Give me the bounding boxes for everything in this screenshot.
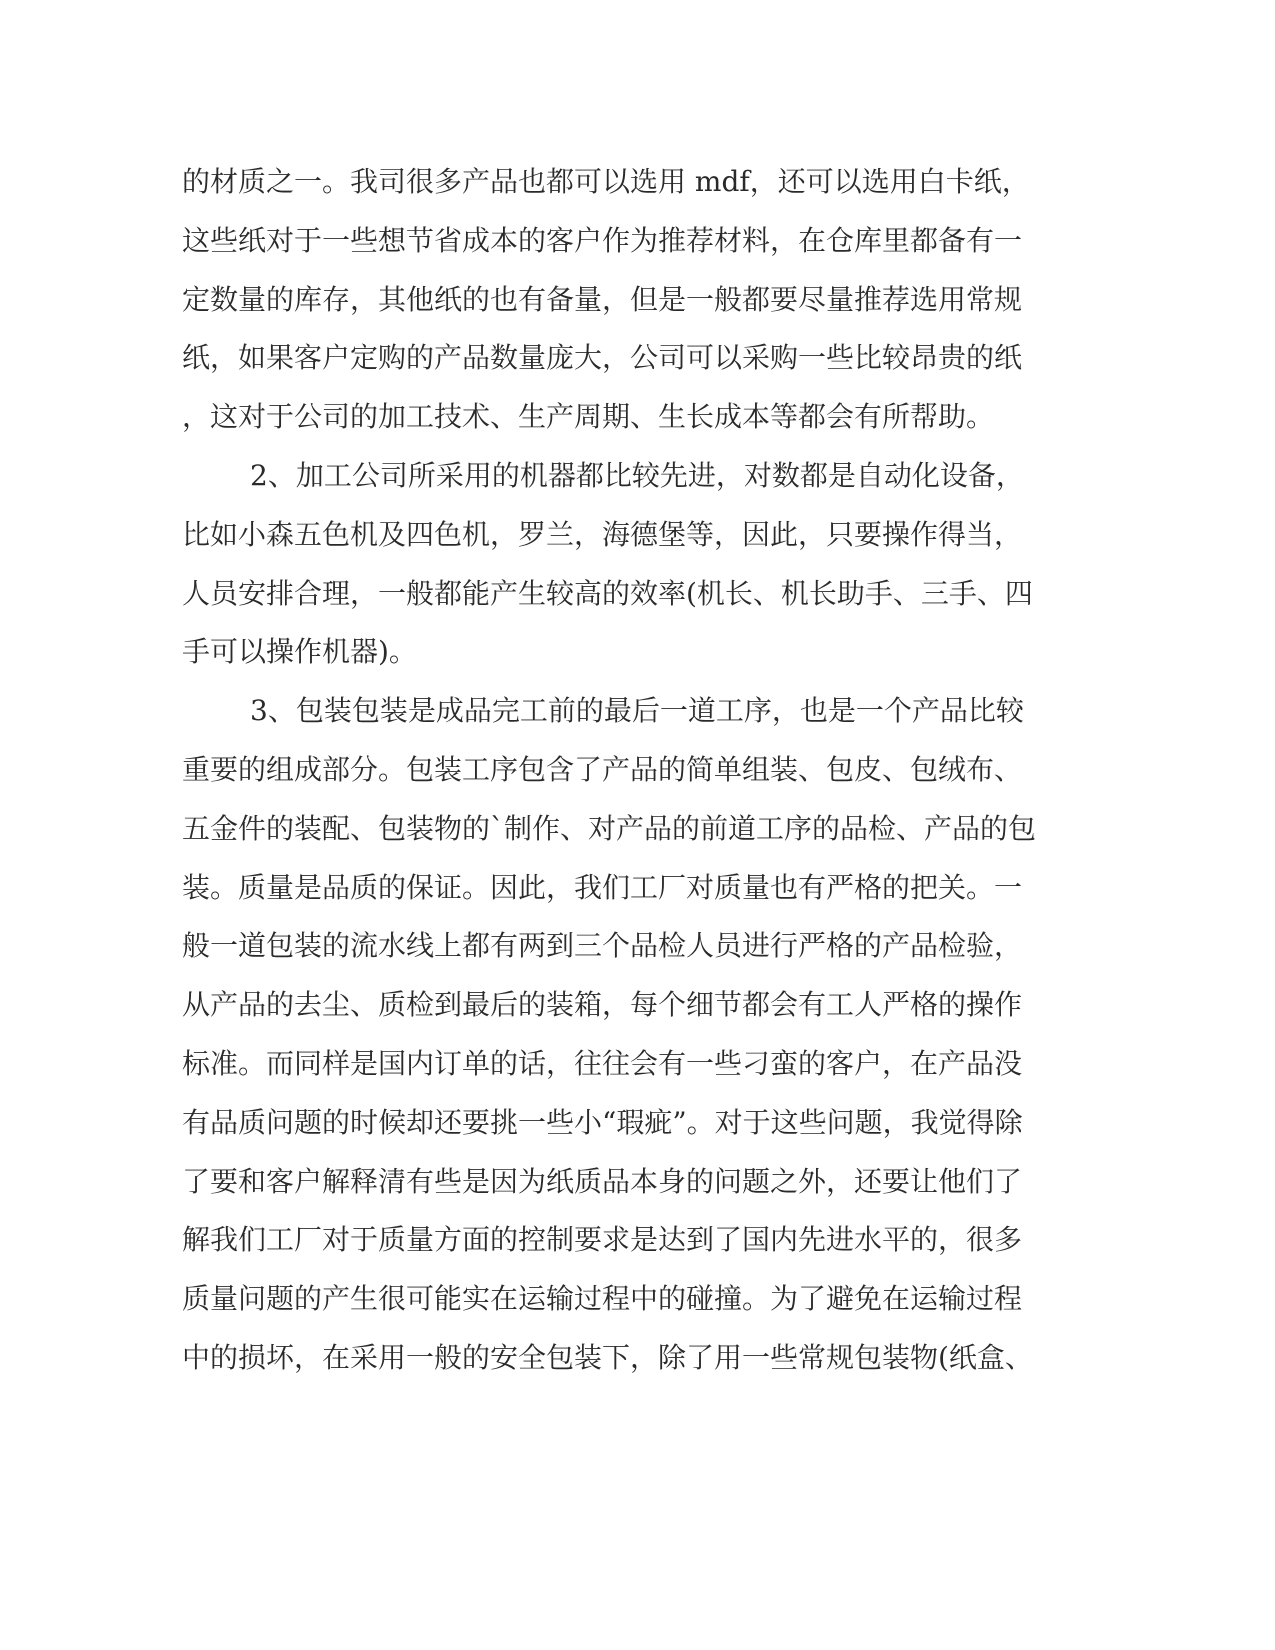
text-line: 标准。而同样是国内订单的话，往往会有一些刁蛮的客户，在产品没: [182, 1046, 1023, 1080]
text-line: 五金件的装配、包装物的`制作、对产品的前道工序的品检、产品的包: [182, 811, 1037, 845]
text-line: 纸，如果客户定购的产品数量庞大，公司可以采购一些比较昂贵的纸: [182, 341, 1023, 375]
text-line: 比如小森五色机及四色机，罗兰，海德堡等，因此，只要操作得当，: [182, 517, 1023, 551]
text-line: 重要的组成部分。包装工序包含了产品的简单组装、包皮、包绒布、: [182, 752, 1023, 786]
text-line: 有品质问题的时候却还要挑一些小“瑕疵”。对于这些问题，我觉得除: [182, 1105, 1023, 1139]
text-line: 般一道包装的流水线上都有两到三个品检人员进行严格的产品检验，: [182, 929, 1023, 963]
text-line: ，这对于公司的加工技术、生产周期、生长成本等都会有所帮助。: [182, 400, 995, 434]
body-text: [182, 160, 1042, 1395]
paragraph-3-first-line: 3、包装包装是成品完工前的最后一道工序，也是一个产品比较: [250, 694, 1024, 728]
text-line: 定数量的库存，其他纸的也有备量，但是一般都要尽量推荐选用常规: [182, 282, 1023, 316]
text-line: 人员安排合理，一般都能产生较高的效率(机长、机长助手、三手、四: [182, 576, 1033, 610]
text-line: 中的损坏，在采用一般的安全包装下，除了用一些常规包装物(纸盒、: [182, 1340, 1033, 1374]
text-line: 这些纸对于一些想节省成本的客户作为推荐材料，在仓库里都备有一: [182, 223, 1023, 257]
text-line: 的材质之一。我司很多产品也都可以选用 mdf，还可以选用白卡纸，: [182, 165, 1030, 198]
text-line: 从产品的去尘、质检到最后的装箱，每个细节都会有工人严格的操作: [182, 988, 1023, 1022]
text-line: 手可以操作机器)。: [182, 635, 417, 669]
paragraph-2-first-line: 2、加工公司所采用的机器都比较先进，对数都是自动化设备，: [250, 458, 1024, 492]
text-line: 质量问题的产生很可能实在运输过程中的碰撞。为了避免在运输过程: [182, 1282, 1023, 1316]
text-line: 装。质量是品质的保证。因此，我们工厂对质量也有严格的把关。一: [182, 870, 1023, 904]
text-line: 了要和客户解释清有些是因为纸质品本身的问题之外，还要让他们了: [182, 1164, 1023, 1198]
text-line: 解我们工厂对于质量方面的控制要求是达到了国内先进水平的，很多: [182, 1223, 1023, 1257]
